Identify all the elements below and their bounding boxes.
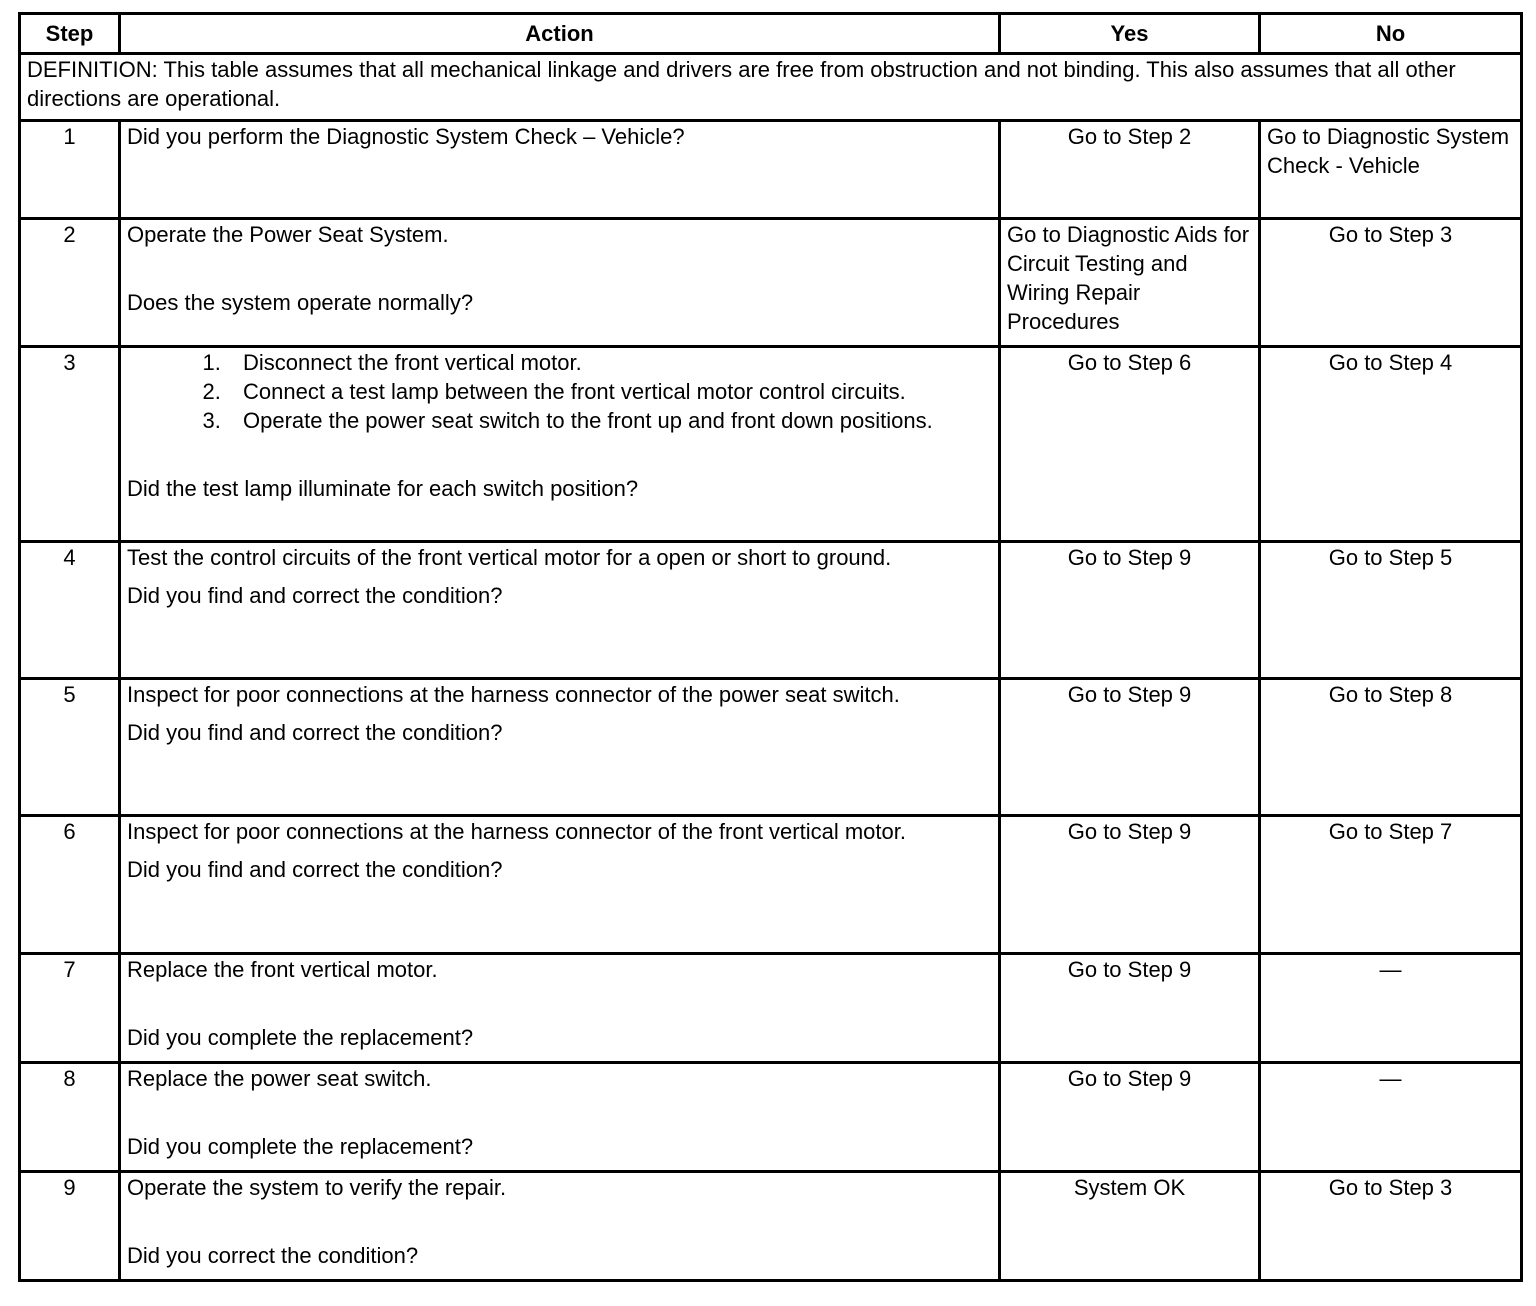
- action-text: Replace the power seat switch.: [127, 1066, 432, 1091]
- no-cell: Go to Step 7: [1260, 816, 1522, 954]
- action-cell: [120, 121, 1000, 219]
- question-text: Does the system operate normally?: [127, 290, 474, 315]
- yes-cell: System OK: [1000, 1172, 1260, 1281]
- substep-item: 1. Disconnect the front vertical motor.: [227, 348, 992, 377]
- action-text: Replace the front vertical motor.: [127, 957, 438, 982]
- no-cell: —: [1260, 1063, 1522, 1172]
- table-row: [20, 816, 1522, 954]
- question-text: Did you find and correct the condition?: [127, 857, 503, 882]
- action-cell: [120, 347, 1000, 542]
- step-number: 1: [20, 121, 120, 219]
- step-number: 3: [20, 347, 120, 542]
- action-text: Operate the Power Seat System.: [127, 222, 449, 247]
- substep-item: 3. Operate the power seat switch to the front up and front down positions.: [227, 406, 992, 435]
- no-cell: —: [1260, 954, 1522, 1063]
- step-number: 6: [20, 816, 120, 954]
- action-text: Inspect for poor connections at the harness connector of the power seat switch.: [127, 682, 900, 707]
- table-row: [20, 347, 1522, 542]
- action-cell: [120, 954, 1000, 1063]
- table-row: [20, 679, 1522, 816]
- action-cell: [120, 1172, 1000, 1281]
- header-row: [20, 14, 1522, 54]
- yes-cell: Go to Step 2: [1000, 121, 1260, 219]
- question-text: Did you complete the replacement?: [127, 1025, 474, 1050]
- action-cell: [120, 816, 1000, 954]
- yes-cell: Go to Diagnostic Aids for Circuit Testing and Wiring Repair Procedures: [1000, 219, 1260, 347]
- action-text: Operate the system to verify the repair.: [127, 1175, 507, 1200]
- no-cell: Go to Step 8: [1260, 679, 1522, 816]
- diagnostic-table: [18, 12, 1523, 1282]
- question-text: Did you correct the condition?: [127, 1243, 419, 1268]
- table-row: [20, 542, 1522, 679]
- no-cell: Go to Step 3: [1260, 1172, 1522, 1281]
- question-text: Did you find and correct the condition?: [127, 720, 503, 745]
- substep-list: [127, 348, 992, 435]
- table-row: [20, 219, 1522, 347]
- step-number: 7: [20, 954, 120, 1063]
- question-text: Did the test lamp illuminate for each switch position?: [127, 476, 639, 501]
- action-cell: [120, 679, 1000, 816]
- yes-cell: Go to Step 9: [1000, 679, 1260, 816]
- table-row: [20, 1063, 1522, 1172]
- step-number: 8: [20, 1063, 120, 1172]
- action-cell: [120, 219, 1000, 347]
- header-no: No: [1260, 14, 1522, 54]
- yes-cell: Go to Step 9: [1000, 954, 1260, 1063]
- no-cell: Go to Diagnostic System Check - Vehicle: [1260, 121, 1522, 219]
- table-row: [20, 954, 1522, 1063]
- no-cell: Go to Step 5: [1260, 542, 1522, 679]
- yes-cell: Go to Step 9: [1000, 1063, 1260, 1172]
- question-text: Did you find and correct the condition?: [127, 583, 503, 608]
- question-text: Did you complete the replacement?: [127, 1134, 474, 1159]
- action-cell: [120, 1063, 1000, 1172]
- header-step: Step: [20, 14, 120, 54]
- step-number: 9: [20, 1172, 120, 1281]
- table-row: [20, 121, 1522, 219]
- substep-item: 2. Connect a test lamp between the front vertical motor control circuits.: [227, 377, 992, 406]
- no-cell: Go to Step 3: [1260, 219, 1522, 347]
- yes-cell: Go to Step 9: [1000, 816, 1260, 954]
- header-yes: Yes: [1000, 14, 1260, 54]
- yes-cell: Go to Step 9: [1000, 542, 1260, 679]
- step-number: 2: [20, 219, 120, 347]
- action-text: Test the control circuits of the front vertical motor for a open or short to ground.: [127, 545, 892, 570]
- action-cell: [120, 542, 1000, 679]
- action-text: Inspect for poor connections at the harness connector of the front vertical motor.: [127, 819, 906, 844]
- action-text: Did you perform the Diagnostic System Check – Vehicle?: [127, 124, 685, 149]
- step-number: 4: [20, 542, 120, 679]
- no-cell: Go to Step 4: [1260, 347, 1522, 542]
- definition-row: [20, 54, 1522, 121]
- yes-cell: Go to Step 6: [1000, 347, 1260, 542]
- definition-text: DEFINITION: This table assumes that all mechanical linkage and drivers are free from obstruction and not binding. This also assumes that all other directions are operational.: [20, 54, 1522, 121]
- table-row: [20, 1172, 1522, 1281]
- step-number: 5: [20, 679, 120, 816]
- header-action: Action: [120, 14, 1000, 54]
